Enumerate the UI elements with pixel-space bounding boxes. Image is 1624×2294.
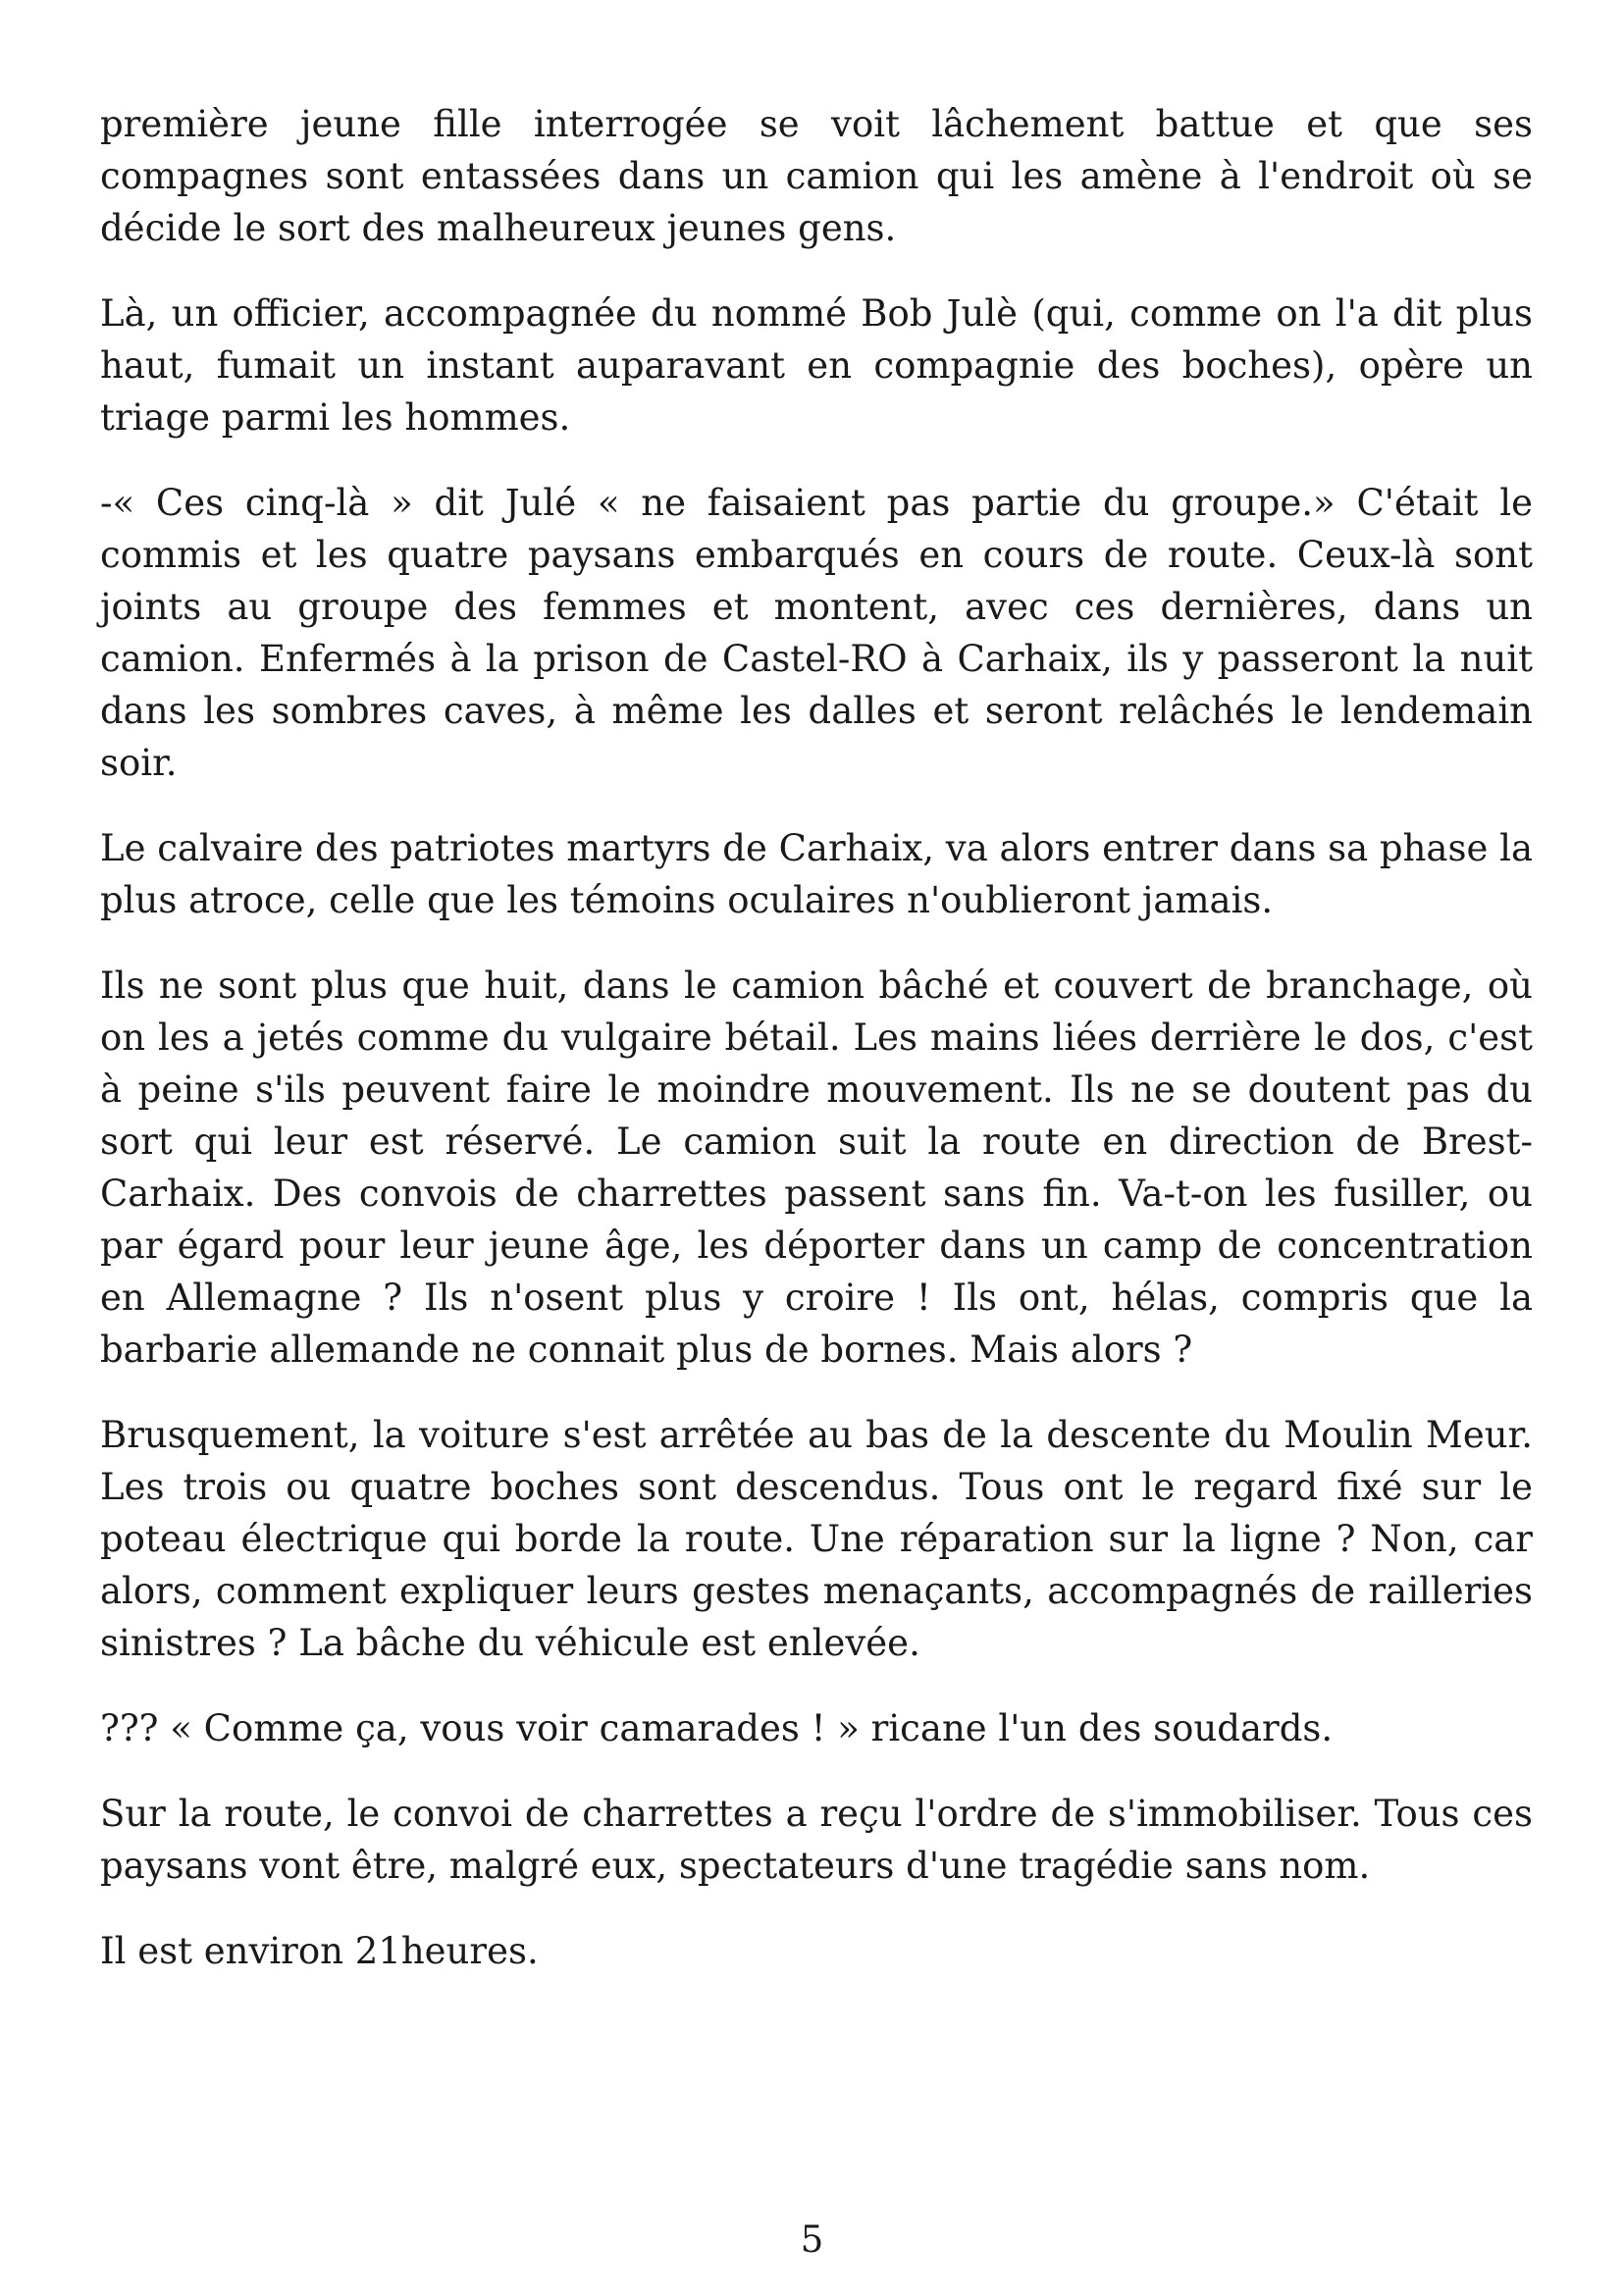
paragraph-1: première jeune fille interrogée se voit lâchement battue et que ses compagnes sont entassées dans un camion qui les amène à l'endroit où se décide le sort des malheureux jeunes gens. (100, 103, 1533, 249)
page-number: 5 (800, 2218, 824, 2261)
paragraph-8: Sur la route, le convoi de charrettes a reçu l'ordre de s'immobiliser. Tous ces paysans vont être, malgré eux, spectateurs d'une tragédie sans nom. (100, 1793, 1533, 1887)
paragraph-2: Là, un officier, accompagnée du nommé Bob Julè (qui, comme on l'a dit plus haut, fumait un instant auparavant en compagnie des boches), opère un triage parmi les hommes. (100, 292, 1533, 439)
paragraph-4: Le calvaire des patriotes martyrs de Carhaix, va alors entrer dans sa phase la plus atroce, celle que les témoins oculaires n'oublieront jamais. (100, 827, 1533, 921)
paragraph-7: ??? « Comme ça, vous voir camarades ! » ricane l'un des soudards. (100, 1707, 1334, 1749)
paragraph-6: Brusquement, la voiture s'est arrêtée au bas de la descente du Moulin Meur. Les trois ou quatre boches sont descendus. Tous ont le regard fixé sur le poteau électrique qui borde la route. Une réparation sur la ligne ? Non, car alors, comment expliquer leurs gestes menaçants, accompagnés de railleries sinistres ? La bâche du véhicule est enlevée. (100, 1414, 1533, 1664)
paragraph-5: Ils ne sont plus que huit, dans le camion bâché et couvert de branchage, où on les a jetés comme du vulgaire bétail. Les mains liées derrière le dos, c'est à peine s'ils peuvent faire le moindre mouvement. Ils ne se doutent pas du sort qui leur est réservé. Le camion suit la route en direction de Brest-Carhaix. Des convois de charrettes passent sans fin. Va-t-on les fusiller, ou par égard pour leur jeune âge, les déporter dans un camp de concentration en Allemagne ? Ils n'osent plus y croire ! Ils ont, hélas, compris que la barbarie allemande ne connait plus de bornes. Mais alors ? (100, 965, 1533, 1371)
paragraph-9: Il est environ 21heures. (100, 1930, 539, 1972)
document-body (100, 98, 1533, 2010)
paragraph-3: -« Ces cinq-là » dit Julé « ne faisaient pas partie du groupe.» C'était le commis et les quatre paysans embarqués en cours de route. Ceux-là sont joints au groupe des femmes et montent, avec ces dernières, dans un camion. Enfermés à la prison de Castel-RO à Carhaix, ils y passeront la nuit dans les sombres caves, à même les dalles et seront relâchés le lendemain soir. (100, 482, 1533, 784)
